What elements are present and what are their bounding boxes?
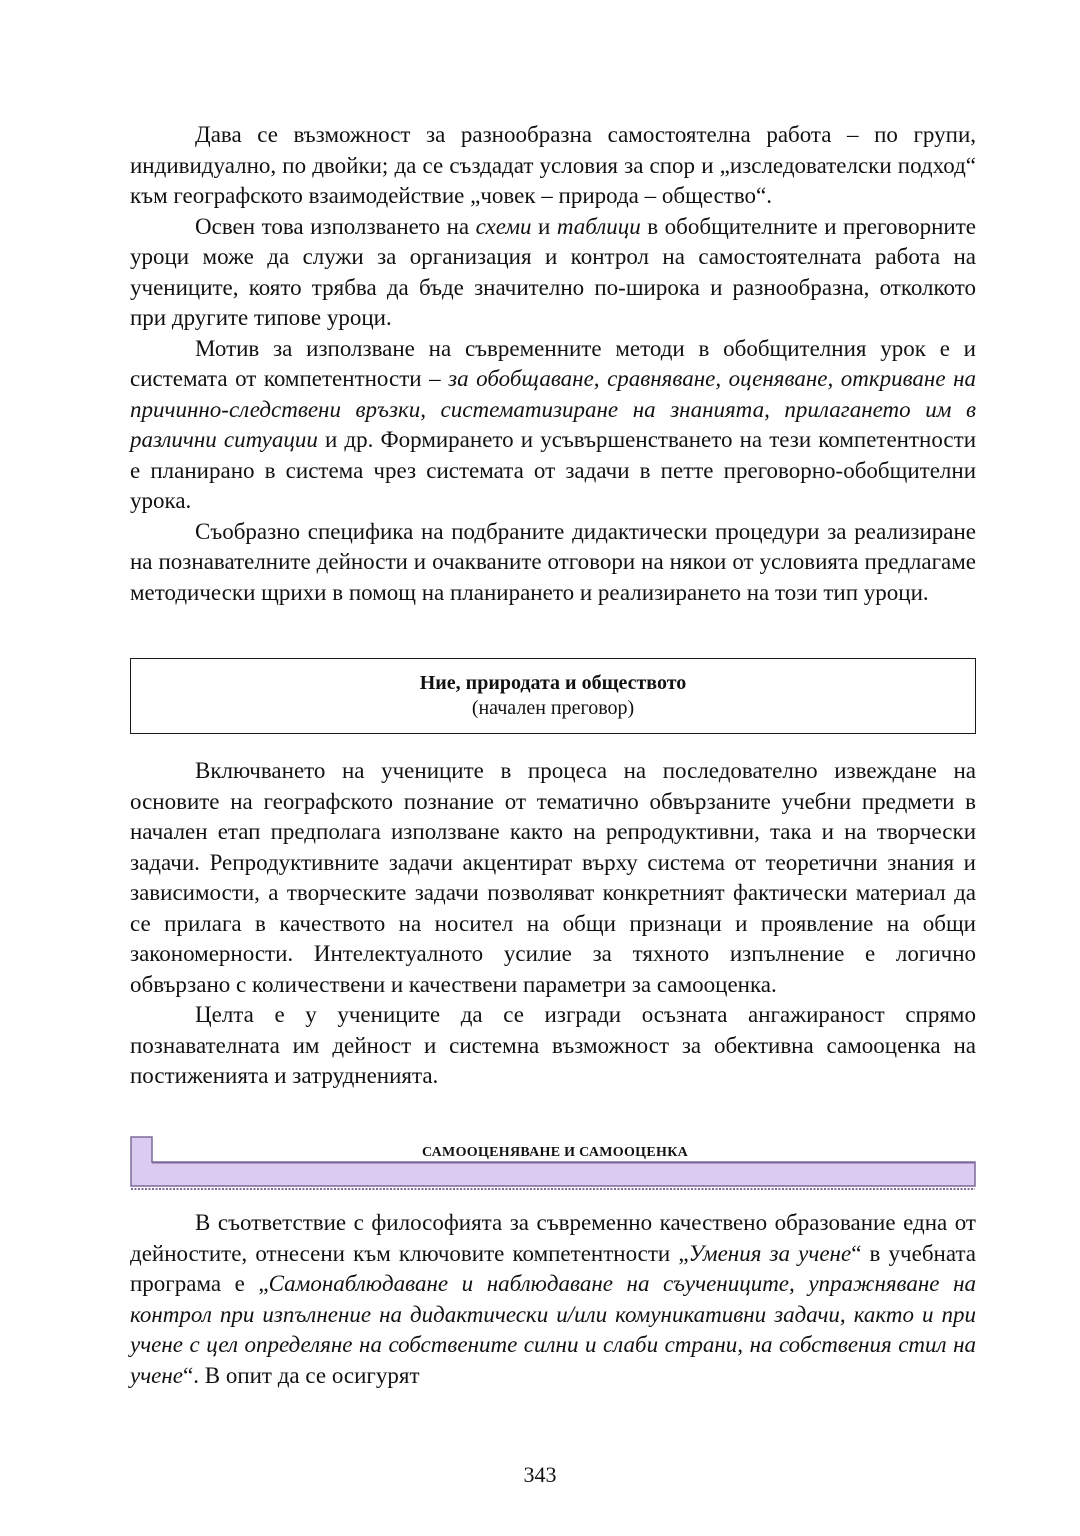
text-run: В съответствие с философията за съвременно качествено образование една от дейностите, отнесени към ключовите компетентности „ xyxy=(130,1210,976,1266)
text-run: Освен това използването на xyxy=(195,213,476,239)
italic-text: схеми xyxy=(475,213,532,239)
text-run: и xyxy=(531,213,557,239)
text-run: Съобразно специфика на подбраните дидактически процедури за реализиране на познавателните дейности и очакваните отговори на някои от условията предлагаме методически щрихи в помощ на планирането и реализирането на този тип уроци. xyxy=(130,518,976,605)
text-run: “ в учебната програма е „ xyxy=(130,1240,976,1296)
italic-text: за обобщаване, сравняване, оценяване, откриване на причинно-следствени връзки, систематизиране на знанията, прилагането им в различни ситуации xyxy=(130,366,977,452)
paragraph xyxy=(130,334,976,517)
text-run: Мотив за използване на съвременните методи в обобщителния урок е и системата от компетентности – xyxy=(130,335,976,391)
lesson-subtitle: (начален преговор) xyxy=(471,697,635,719)
italic-text: Самонаблюдаване и наблюдаване на съучениците, упражняване на контрол при изпълнение на дидактически и/или комуникативни задачи, както и при учене с цел определяне на собствените силни и слаби страни, на собствения стил на учене xyxy=(130,1271,976,1388)
paragraph xyxy=(130,756,976,1000)
text-run: и др. Формирането и усъвършенстването на тези компетентности е планирано в система чрез системата от задачи в петте преговорно-обобщителни урока. xyxy=(130,427,976,513)
text-run: Включването на учениците в процеса на последователно извеждане на основите на географското познание от тематично обвързаните учебни предмети в начален етап предполага използване както на репродуктивни, така и на творчески задачи. Репродуктивните задачи акцентират върху система от теоретични знания и зависимости, а творческите задачи позволяват конкретният фактически материал да се прилага в качеството на носител на общи признаци и проявление на общи закономерности. Интелектуалното усилие за тяхното изпълнение е логично обвързано с количествени и качествени параметри за самооценка. xyxy=(130,758,976,997)
text-block-top xyxy=(130,120,976,608)
lesson-title-box xyxy=(130,658,976,734)
paragraph xyxy=(130,1208,976,1391)
text-block-bottom xyxy=(130,1208,976,1391)
paragraph xyxy=(130,1000,976,1092)
paragraph xyxy=(130,517,976,609)
paragraph xyxy=(130,212,976,334)
italic-text: Умения за учене xyxy=(688,1240,852,1266)
text-run: Дава се възможност за разнообразна самостоятелна работа – по групи, индивидуално, по двойки; да се създадат условия за спор и „изследователски подход“ към географското взаимодействие „човек – природа – общество“. xyxy=(130,122,976,208)
italic-text: таблици xyxy=(556,213,641,239)
page-number: 343 xyxy=(523,1462,557,1487)
section-banner xyxy=(130,1136,976,1192)
section-banner-label: САМООЦЕНЯВАНЕ И САМООЦЕНКА xyxy=(421,1145,689,1160)
text-block-middle xyxy=(130,756,976,1092)
text-run: в обобщителните и преговорните уроци може да служи за организация и контрол на самостоятелната работа на учениците, която трябва да бъде значително по-широка и разнообразна, отколкото при другите типове уроци. xyxy=(130,213,976,330)
paragraph xyxy=(130,120,976,212)
text-run: “. В опит да се осигурят xyxy=(183,1362,420,1388)
lesson-title: Ние, природата и обществото xyxy=(419,672,687,694)
text-run: Целта е у учениците да се изгради осъзната ангажираност спрямо познавателната им дейност и системна възможност за обективна самооценка на постиженията и затрудненията. xyxy=(130,1002,976,1088)
